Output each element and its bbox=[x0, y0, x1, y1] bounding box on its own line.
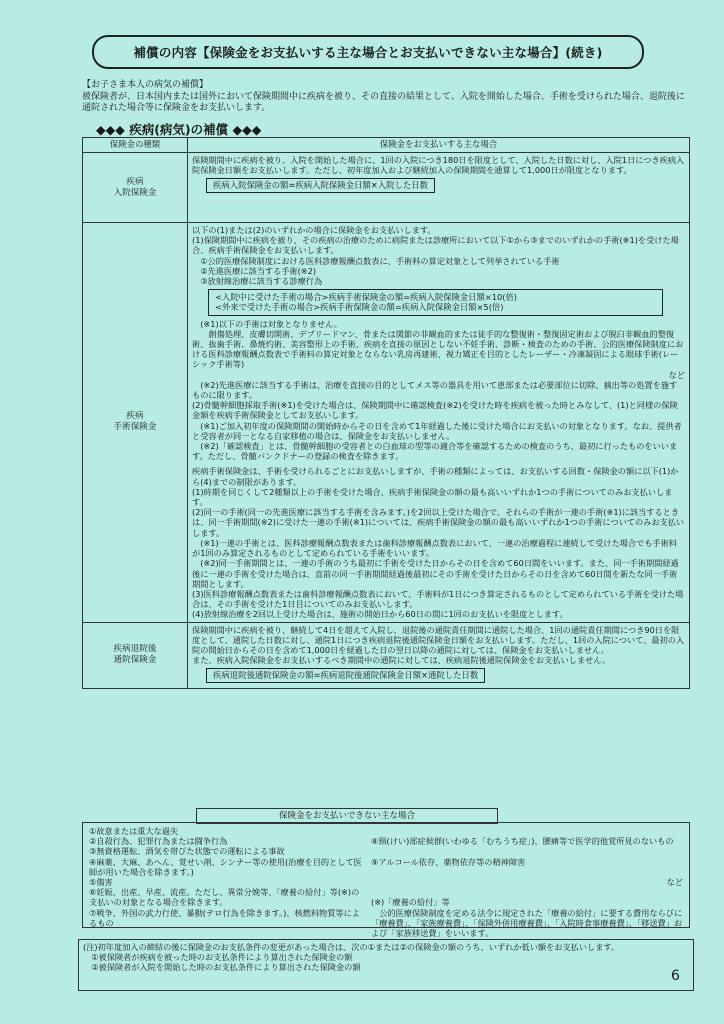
condition-change-note: (注)初年度加入の締結の後に保険金のお支払条件の変更があった場合は、次の①または②の保険金の額のうち、いずれか低い額をお支払いします。 ①被保険者が疾病を被った時のお支払条件により算出された保険金の額 ②被保険者が入院を開始した時のお支払条件により算出された保険金の額 bbox=[78, 939, 694, 991]
benefit-name bbox=[83, 153, 188, 223]
benefit-limits: 疾病手術保険金は、手術を受けられるごとにお支払いしますが、手術の種類によっては、お支払いする回数・保険金の額に以下(1)から(4)までの制限があります。 (1)時期を同じくして2種類以上の手術を受けた場合、疾病手術保険金の額の最も高いいずれか1つの手術についてのみお支払いします。 (2)同一の手術(同一の先進医療に該当する手術を含みます。)を2回以上受けた場合で、それらの手術が一連の手術(※1)に該当するときは、同一手術期間(※2)に受けた一連の手術(※1)については、疾病手術保険金の額の最も高いいずれか1つの手術についてのみお支払いします。 (※1)一連の手術とは、医科診療報酬点数表または歯科診療報酬点数表において、一連の治療過程に連続して受けた場合でも手術料が1回のみ算定されるものとして定められている手術をいいます。 (※2)同一手術期間とは、一連の手術のうち最初に手術を受けた日からその日を含めて60日間をいいます。また、同一手術期間経過後に一連の手術を受けた場合は、直前の同一手術期間経過後最初にその手術を受けた日からその日を含めて60日間を新たな同一手術期間とします。 (3)医科診療報酬点数表または歯科診療報酬点数表において、手術料が1日につき算定されるものとして定められている手術を受けた場合は、その手術を受けた1日目についてのみお支払いします。 (4)放射線治療を2回以上受けた場合は、施術の開始日から60日の間に1回のお支払いを限度とします。 bbox=[192, 466, 685, 620]
benefit-name bbox=[83, 622, 188, 688]
benefit-name bbox=[83, 223, 188, 623]
table-row bbox=[83, 223, 690, 623]
not-paid-box bbox=[82, 822, 690, 939]
benefit-description bbox=[188, 153, 690, 223]
benefit-note: (※2)先進医療に該当する手術は、治療を直接の目的としてメス等の器具を用いて患部または必要部位に切除、摘出等の処置を施すものに限ります。 (2)骨髄幹細胞採取手術(※1)を受けた場合は、保険期間中に確認検査(※2)を受けた時を疾病を被った時とみなして、(1)と同様の保険金額を疾病手術保険金としてお支払いします。 (※1)ご加入初年度の保険期間の開始時からその日を含めて1年経過した後に受けた場合にお支払いの対象となります。なお、提供者と受容者が同一となる自家移植の場合は、保険金をお支払いしません。 (※2)「確認検査」とは、骨髄幹細胞の受容者との白血球の型等の適合等を確認するための検査のうち、最初に行ったものをいいます。ただし、骨髄バンクドナーの登録の検査を除きます。 bbox=[192, 379, 682, 462]
page-title: 補償の内容【保険金をお支払いする主な場合とお支払いできない主な場合】(続き) bbox=[92, 35, 644, 69]
section-heading: ◆◆◆ 疾病(病気)の補償 ◆◆◆ bbox=[96, 122, 262, 137]
not-paid-item: ⑧頸(けい)部症候群(いわゆる「むちうち症」)、腰痛等で医学的他覚所見のないもの bbox=[371, 836, 674, 847]
not-paid-footnote: (※)「療養の給付」等 公的医療保険制度を定める法令に規定された「療養の給付」に要する費用ならびに「療養費」、「家族療養費」、「保険外併用療養費」、「入院時食事療養費」、「移送費」および「家族移送費」をいいます。 bbox=[371, 897, 683, 939]
benefit-description bbox=[188, 223, 690, 623]
benefit-note-nado: など bbox=[668, 369, 685, 380]
page-number: 6 bbox=[671, 968, 680, 984]
not-paid-nado: など bbox=[666, 877, 683, 888]
not-paid-item: ⑨アルコール依存、薬物依存等の精神障害 bbox=[371, 856, 526, 867]
benefit-formula: 疾病入院保険金の額=疾病入院保険金日額×入院した日数 bbox=[206, 178, 435, 192]
benefit-name-text: 疾病 手術保険金 bbox=[113, 411, 157, 433]
not-paid-left-list: ①故意または重大な過失 ②自殺行為、犯罪行為または闘争行為 ③無資格運転、酒気を帯びた状態での運転による事故 ④麻薬、大麻、あへん、覚せい剤、シンナー等の使用(治療を目的として医師が用いた場合を除きます。) ⑤傷害 ⑥妊娠、出産、早産、流産。ただし、異常分娩等、「療養の給付」等(※)の支払いの対象となる場合を除きます。 ⑦戦争、外国の武力行使、暴動(テロ行為を除きます。)、核燃料物質等によるもの bbox=[89, 826, 362, 928]
benefit-name-text: 疾病退院後 通院保険金 bbox=[113, 644, 157, 666]
intro-text: 被保険者が、日本国内または国外において保険期間中に疾病を被り、その直接の結果として、入院を開始した場合、手術を受けられた場合、退院後に通院された場合等に保険金をお支払いします。 bbox=[82, 91, 685, 113]
benefit-text: 保険期間中に疾病を被り、継続して4日を超えて入院し、退院後の通院責任期間に通院した場合、1回の通院責任期間につき90日を限度として、通院した日数に対し、通院1日につき疾病退院後通院保険金日額をお支払いします。ただし、1回の入院について、最初の入院の開始日からその日を含めて1,000日を経過した日の翌日以降の通院に対しては、保険金をお支払いしません。 また、疾病入院保険金をお支払いするべき期間中の通院に対しては、疾病退院後通院保険金をお支払いしません。 bbox=[192, 624, 685, 666]
benefit-name-text: 疾病 入院保険金 bbox=[113, 176, 157, 198]
table-header-row bbox=[83, 138, 690, 153]
benefit-formula: <入院中に受けた手術の場合>疾病手術保険金の額=疾病入院保険金日額×10(倍) <外来で受けた手術の場合>疾病手術保険金の額=疾病入院保険金日額×5(倍) bbox=[208, 289, 663, 315]
intro-section bbox=[82, 80, 692, 115]
benefit-formula: 疾病退院後通院保険金の額=疾病退院後通院保険金日額×通院した日数 bbox=[206, 668, 485, 682]
not-paid-title: 保険金をお支払いできない主な場合 bbox=[196, 808, 498, 824]
benefit-note: (※1)以下の手術は対象となりません。 創傷処理、皮膚切開術、デブリードマン、骨または関節の非観血的または徒手的な整復術・整復固定術および脱臼非観血的整復術、抜歯手術、鼻焼灼術、美容整形上の手術、疾病を直接の原因としない不妊手術、診断・検査のための手術、公的医療保険制度における医科診療報酬点数表で手術料の算定対象とならない乳房再建術、視力矯正を目的としたレーザー・冷凍凝固による眼球手術(レーシック手術等) bbox=[192, 318, 684, 370]
benefit-description bbox=[188, 622, 690, 688]
table-row bbox=[83, 622, 690, 688]
benefit-text: 保険期間中に疾病を被り、入院を開始した場合に、1回の入院につき180日を限度として、入院した日数に対し、入院1日につき疾病入院保険金日額をお支払いします。ただし、初年度加入および継続加入の保険期間を通算して1,000日が限度となります。 bbox=[192, 155, 685, 176]
not-paid-right-list bbox=[371, 826, 683, 948]
benefit-text: 以下の(1)または(2)のいずれかの場合に保険金をお支払いします。 (1)保険期間中に疾病を被り、その疾病の治療のために病院または診療所において以下①から③までのいずれかの手術(※1)を受けた場合、疾病手術保険金をお支払いします。 ①公的医療保険制度における医科診療報酬点数表に、手術料の算定対象として列挙されている手術 ②先進医療に該当する手術(※2) ③放射線治療に該当する診療行為 bbox=[192, 225, 679, 287]
table-row bbox=[83, 153, 690, 223]
table-header-type: 保険金の種類 bbox=[83, 138, 188, 153]
coverage-table bbox=[82, 137, 690, 689]
table-header-cases: 保険金をお支払いする主な場合 bbox=[188, 138, 690, 153]
intro-heading: 【お子さま本人の病気の補償】 bbox=[82, 80, 209, 90]
